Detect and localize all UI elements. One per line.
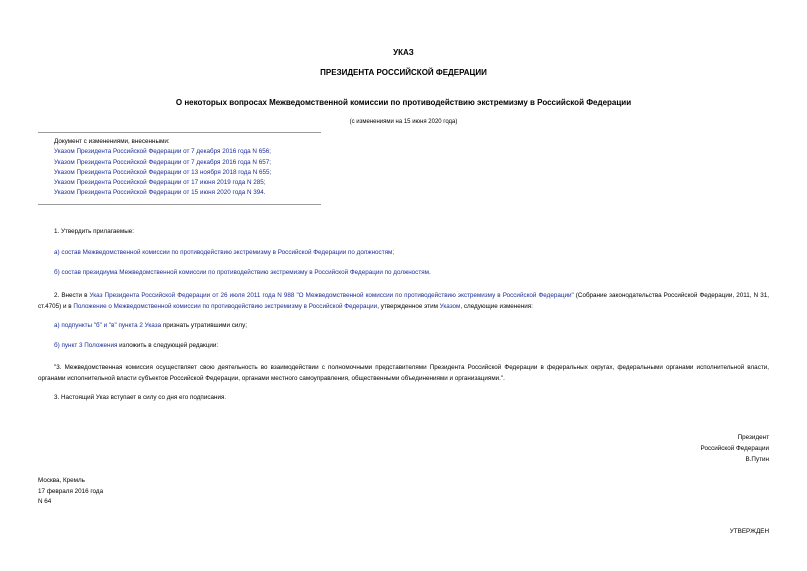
revision-note: (с изменениями на 15 июня 2020 года): [349, 119, 458, 125]
signature-name: В.Путин: [745, 456, 769, 463]
decree-988-link[interactable]: Указ Президента Российской Федерации от 26 июля 2011 года N 988 "О Межведомственной комиссии по противодействию экстремизму в Российской Федерации": [89, 292, 574, 299]
changes-intro: Документ с изменениями, внесенными:: [54, 138, 170, 145]
paragraph-1: 1. Утвердить прилагаемые:: [54, 228, 134, 235]
changes-divider-top: [38, 132, 321, 133]
decree-number: N 64: [38, 498, 52, 505]
changes-divider-bottom: [38, 204, 321, 205]
change-link[interactable]: Указом Президента Российской Федерации от 7 декабря 2016 года N 657;: [54, 158, 271, 166]
document-topic: О некоторых вопросах Межведомственной комиссии по противодействию экстремизму в Российской Федерации: [175, 98, 632, 107]
signature-line: Президент: [737, 434, 769, 441]
presidium-composition-link[interactable]: б) состав президиума Межведомственной комиссии по противодействию экстремизму в Российской Федерации по должностям.: [54, 269, 431, 276]
date: 17 февраля 2016 года: [38, 487, 104, 495]
place: Москва, Кремль: [38, 477, 85, 484]
paragraph-2-quote: "3. Межведомственная комиссия осуществляет свою деятельность во взаимодействии с полномочными представителями Президента Российской Федерации в федеральных округах, федеральными органами исполнительной власти, органами исполнительной власти субъектов Российской Федерации, органами местного самоуправления, общественными объединениями и организациями.".: [38, 364, 769, 382]
change-link[interactable]: Указом Президента Российской Федерации от 7 декабря 2016 года N 656;: [54, 148, 271, 156]
change-link[interactable]: Указом Президента Российской Федерации от 13 ноября 2018 года N 655;: [54, 168, 272, 176]
composition-link[interactable]: а) состав Межведомственной комиссии по противодействию экстремизму в Российской Федерации по должностям;: [54, 249, 395, 256]
document-title: УКАЗ: [393, 48, 414, 57]
change-link[interactable]: Указом Президента Российской Федерации от 17 июня 2019 года N 285;: [54, 179, 266, 187]
place-date-block: [38, 476, 103, 508]
paragraph-1b: [38, 269, 769, 278]
subparagraphs-link[interactable]: а) подпункты "б" и "в" пункта 2 Указа: [54, 322, 162, 329]
paragraph-2b: б) пункт 3 Положения изложить в следующей редакции:: [54, 342, 219, 349]
regulation-link[interactable]: Положение о Межведомственной комиссии по противодействию экстремизму в Российской Федерации: [73, 303, 378, 310]
paragraph-3: 3. Настоящий Указ вступает в силу со дня его подписания.: [54, 394, 227, 401]
signature-line: Российской Федерации: [700, 445, 769, 452]
point-3-link[interactable]: б) пункт 3 Положения: [54, 342, 118, 349]
signature-block: [701, 432, 769, 465]
document-subtitle: ПРЕЗИДЕНТА РОССИЙСКОЙ ФЕДЕРАЦИИ: [320, 68, 487, 77]
decree-link[interactable]: Указом: [439, 303, 461, 310]
changes-box: [54, 137, 271, 199]
paragraph-2a: а) подпункты "б" и "в" пункта 2 Указа признать утратившими силу;: [54, 322, 247, 329]
approved-label: УТВЕРЖДЕН: [729, 528, 769, 535]
change-link[interactable]: Указом Президента Российской Федерации от 15 июня 2020 года N 394.: [54, 189, 266, 197]
paragraph-1a: [38, 249, 769, 258]
paragraph-2: 2. Внести в Указ Президента Российской Федерации от 26 июля 2011 года N 988 "О Межведомственной комиссии по противодействию экстремизму в Российской Федерации" (Собрание законодательства Российской Федерации, 2011, N 31, ст.4705) и в Положение о Межведомственной комиссии по противодействию экстремизму в Российской Федерации, утвержденное этим Указом, следующие изменения:: [38, 292, 769, 310]
